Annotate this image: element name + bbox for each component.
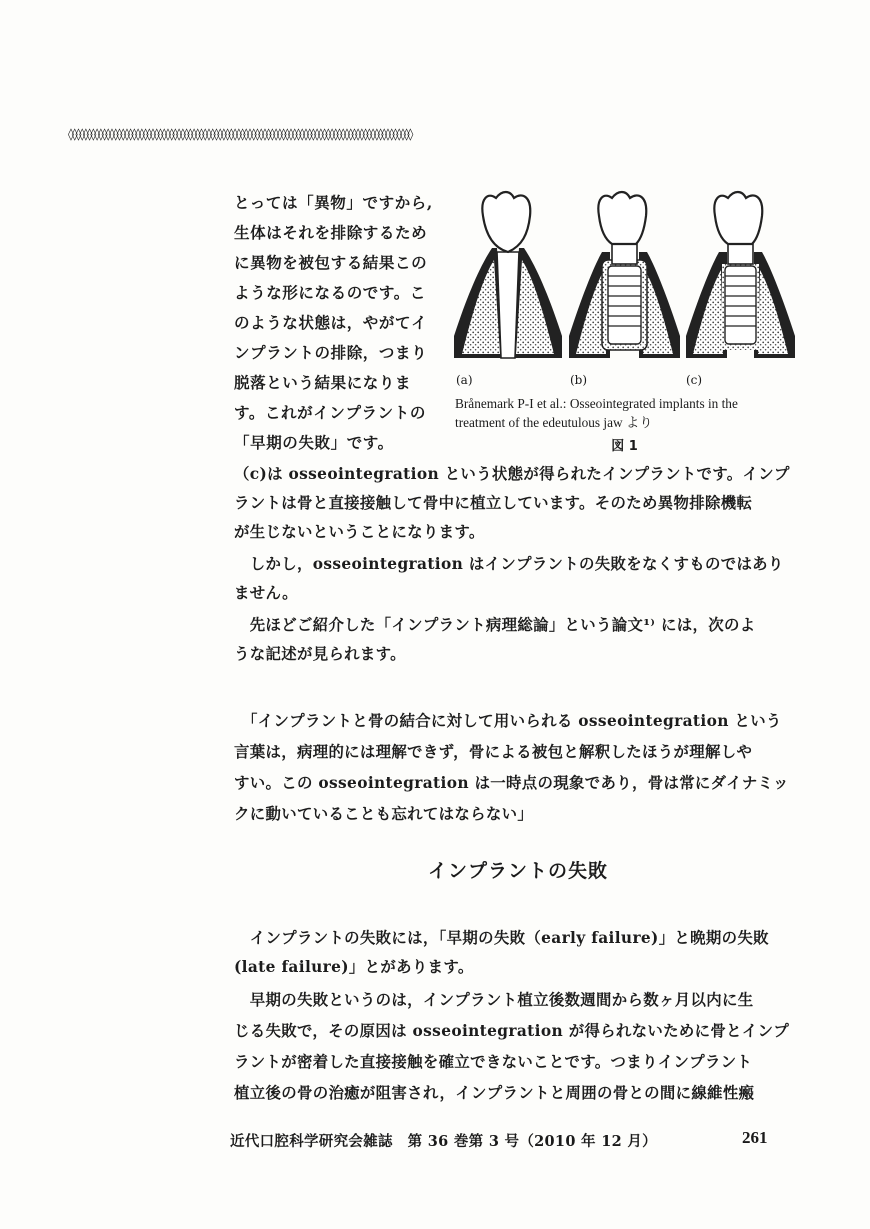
panel-c-implant [686, 192, 795, 358]
text-line: (late failure)」とがあります。 [234, 958, 474, 976]
figure-1 [452, 186, 797, 456]
implant-illustration [452, 186, 797, 366]
text-line: ンプラントの排除，つまり [234, 343, 428, 362]
text-line: じる失敗で，その原因は osseointegration が得られないために骨とインプ [234, 1022, 790, 1040]
text-line: 先ほどご紹介した「インプラント病理総論」という論文¹⁾ には，次のよ [234, 616, 756, 634]
panel-label-c: (c) [686, 373, 703, 387]
page-number: 261 [742, 1128, 768, 1147]
text-line: 早期の失敗というのは，インプラント植立後数週間から数ヶ月以内に生 [234, 991, 754, 1009]
text-line: （c)は osseointegration という状態が得られたインプラントです。インプ [234, 465, 790, 483]
caption-line: Brånemark P-I et al.: Osseointegrated implants in the [455, 396, 738, 411]
decorative-border: ◊◊◊◊◊◊◊◊◊◊◊◊◊◊◊◊◊◊◊◊◊◊◊◊◊◊◊◊◊◊◊◊◊◊◊◊◊◊◊◊◊◊◊◊◊◊◊◊◊◊◊◊◊◊◊◊◊◊◊◊◊◊◊◊◊◊◊◊◊◊◊◊◊◊◊◊◊◊◊◊◊◊◊◊◊◊◊◊◊◊◊◊ [68, 127, 412, 141]
panel-label-a: (a) [456, 373, 473, 387]
text-line: しかし，osseointegration はインプラントの失敗をなくすものではあり [234, 555, 784, 573]
section-heading: インプラントの失敗 [427, 860, 608, 882]
text-line: とっては「異物」ですから, [234, 193, 433, 212]
section-paragraphs [234, 924, 802, 1108]
text-line: 生体はそれを排除するため [234, 223, 428, 242]
text-line: 言葉は，病理的には理解できず，骨による被包と解釈したほうが理解しや [234, 743, 753, 761]
text-line: すい。この osseointegration は一時点の現象であり，骨は常にダイナミッ [234, 774, 789, 792]
panel-a-natural-tooth [454, 192, 562, 358]
text-line: ません。 [234, 584, 298, 602]
panel-label-b: (b) [570, 373, 588, 387]
body-paragraphs [234, 460, 802, 669]
text-line: ラントは骨と直接接触して骨中に植立しています。そのため異物排除機転 [234, 494, 753, 512]
text-line: に異物を被包する結果この [234, 253, 428, 272]
text-line: うな記述が見られます。 [234, 645, 406, 663]
figure-caption [455, 394, 800, 432]
text-line: す。これがインプラントの [234, 403, 426, 422]
text-line: クに動いていることも忘れてはならない」 [234, 805, 534, 823]
text-line: 植立後の骨の治癒が阻害され，インプラントと周囲の骨との間に線維性瘢 [234, 1084, 755, 1102]
journal-footer: 近代口腔科学研究会雑誌 第 36 巻第 3 号（2010 年 12 月） [230, 1133, 657, 1150]
wrap-paragraph [234, 188, 449, 458]
quotation [234, 707, 802, 829]
text-line: 「インプラントと骨の結合に対して用いられる osseointegration という [234, 712, 782, 730]
text-line: 「早期の失敗」です。 [234, 433, 394, 452]
text-line: ラントが密着した直接接触を確立できないことです。つまりインプラント [234, 1053, 753, 1071]
text-line: のような状態は，やがてイ [234, 313, 428, 332]
figure-number: 図 1 [611, 439, 638, 454]
text-line: ような形になるのです。こ [234, 283, 426, 302]
panel-b-implant [569, 192, 680, 358]
text-line: インプラントの失敗には，「早期の失敗（early failure)」と晩期の失敗 [234, 929, 769, 947]
text-line: 脱落という結果になりま [234, 373, 412, 392]
text-line: が生じないということになります。 [234, 523, 485, 541]
caption-line: treatment of the edeutulous jaw より [455, 415, 653, 430]
